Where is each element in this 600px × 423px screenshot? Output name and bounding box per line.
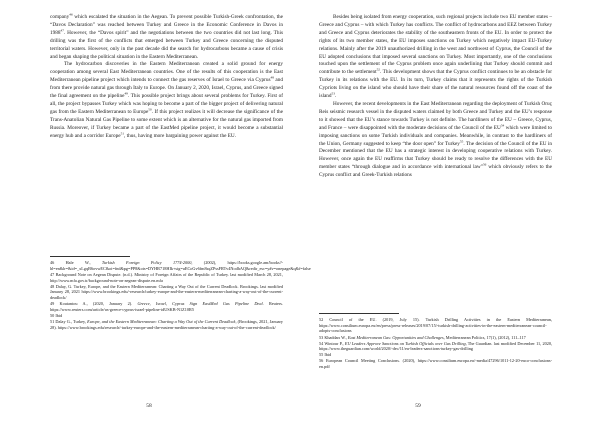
footnote-marker: 52 [376, 67, 380, 72]
text-run: 56 European Council Meeting Conclusions. (2020), https://www.consilium.europa.eu/-media/47296/1011-12-20-euco-conclusions-en.pdf [319, 358, 552, 370]
footnote-marker: 49 [124, 91, 128, 96]
right-body-text [319, 14, 552, 180]
left-footnote-rule [50, 256, 130, 257]
body-paragraph [50, 14, 283, 61]
body-paragraph [319, 101, 552, 180]
left-body-text [50, 14, 283, 141]
footnote [319, 358, 552, 369]
footnote [50, 313, 283, 319]
text-run: . This development shows that the Cyprus conflict continues to be an obstacle for Turkey in its relations with the EU. In its turn, Turkey claims that it represents the rights of the Turkish Cypriots living on the island who should have their share of the natural resources found off the coast of the island [319, 69, 552, 100]
body-paragraph [319, 14, 552, 101]
text-run: which escalated the situation in the Aegean. To prevent possible Turkish-Greek confrontation, the “Davos Declaration” was reached between Turkey and Greece in the Economic Conference in Davos in 1988 [50, 14, 283, 36]
text-run: company [50, 14, 70, 20]
right-footnotes [319, 317, 552, 370]
text-run: 55 Ibid [319, 352, 332, 358]
text-run: and from there provide natural gas through Italy to Europe. On January 2, 2020, Israel, Cyprus, and Greece signed the final agreement on the pipeline [50, 77, 283, 100]
right-page [300, 0, 600, 423]
footnote-marker: 56 [482, 162, 487, 167]
footnote [319, 341, 552, 352]
italic-text: Greece, Israel, Cyprus Sign EastMed Gas Pipeline Deal [137, 301, 263, 307]
footnote [319, 352, 552, 358]
text-run: 47 Background Note on Aegean Dispute. (n.d.). Ministry of Foreign Affairs of the Republic of Turkey. last modified March 28, 2021, http://www.mfa.gov.tr/background-note-on-aegean-dispute.en.mfa [50, 271, 283, 283]
text-run: 53 Khaddarı W., [319, 334, 348, 340]
text-run: However, the recent developments in the East Mediterranean regarding the deployment of Turkish Oruç Reis seismic research vessel in the disputed waters claimed by both Greece and Turkey and the EU’s response to it showed that the EU’s stance towards Turkey is not definite. The hardliners of the EU – Greece, Cyprus, and France – were disappointed with the moderate decisions of the Council of the EU [319, 100, 552, 131]
footnote-marker: 50 [148, 107, 152, 112]
text-run: Besides being isolated from energy cooperation, such regional projects include two EU member states – Greece and Cyprus – with which Turkey has conflicts. The conflict of hydrocarbons and EEZ between Turkey and Greece and Cyprus deteriorates the stability of the southeastern fronts of the EU. In order to protect the rights of its two member states, the EU imposes sanctions on Turkey which negatively impact EU-Turkey relations. Mainly after the 2019 unauthorized drilling in the west and northwest of Cyprus, the Council of the EU adopted conclusions that imposed several sanctions on Turkey. Most importantly, one of the conclusions touched upon the settlement of the Cyprus problem once again underlining that Turkey should commit and contribute to the settlement [319, 14, 552, 76]
italic-text: Turkish Foreign Policy 1774-2000 [101, 260, 192, 265]
text-run: 46 Hale W., [50, 260, 102, 265]
footnote [319, 335, 552, 341]
footnote [50, 319, 283, 330]
italic-text: Europe, and the Eastern Mediterranean: Charting a Way Out of the Current Deadlock [87, 318, 236, 324]
text-run: 49 Koutantou A., (2020, January 2). [50, 301, 138, 307]
text-run: 48 Dalay, G. Turkey, Europe, and the Eastern Mediterranean: Charting a Way Out of the Current Deadlock. Brookings. last modified January 28, 2021 https://www.brookings.edu/-research/turkey-europe-and-the-eastern-mediterranean-charting-a-way-out-of-the-current-deadlock/ [50, 283, 283, 300]
text-run: , thus, having more bargaining power against the EU. [124, 132, 237, 139]
footnote [50, 284, 283, 301]
text-run: 51 Dalay G., Turkey, [50, 318, 88, 324]
text-run: . However, the “Davos spirit” and the negotiations between the two countries did not last long. This drilling was the first of the conflicts that emerged between Turkey and Greece concerning the disputed territorial waters. However, only in the past decade did the search for hydrocarbons became a cause of crisis and began shaping the political situation in the Eastern Mediterranean. [50, 29, 283, 60]
left-page-number: 58 [146, 403, 152, 409]
text-run: . The decision of the Council of the EU in December mentioned that the EU has a strategic interest in developing cooperative relations with Turkey. However, once again the EU reaffirms that Turkey should be ready to resolve the differences with the EU member states “through dialogue and in accordance with international law” [319, 140, 552, 171]
footnote-marker: 46 [69, 12, 73, 17]
text-run: . This possible project brings about several problems for Turkey. First of all, the project bypasses Turkey which was hoping to become a part of the bigger project of delivering natural gas from the Eastern Mediterranean to Europe [50, 93, 283, 115]
text-run: , Mediterranean Politics, 17(1), (2012), 111–117 [443, 334, 526, 340]
footnote-marker: 48 [270, 75, 274, 80]
text-run: . If this project realizes it will decrease the significance of the Trans-Anatolian Natural Gas Pipeline to some extent which is an alternative for the natural gas imported from Russia. Moreover, if Turkey became a part of the EastMed pipeline project, it would become a substantial energy hub and a corridor Europe [50, 108, 283, 139]
right-page-number: 59 [415, 403, 421, 409]
footnote [50, 301, 283, 312]
footnote-marker: 55 [459, 138, 464, 143]
text-run: 54 Wintour P., [319, 340, 345, 346]
body-paragraph [50, 61, 283, 140]
text-run: , (Brookings, 2021, January 28). https://www.brookings.edu/research/-turkey-europe-and-the-eastern-mediterranean-charting-a-way-out-of-the-current-deadlock/ [50, 318, 283, 330]
text-run: . [334, 93, 337, 100]
text-run: 52 Council of the EU. (2019, July 15). Turkish Drilling Activities in the Eastern Mediterranean, https://www.consilium.europa.eu/en/press/press-releases/2019/07/15/-turkish-drilling-activities-in-the-eastern-mediterranean-council-adopts-conclusions [319, 317, 552, 334]
footnote-marker: 54 [500, 122, 505, 127]
footnote-marker: 53 [331, 91, 335, 96]
text-run: , The Guardian. last modified December 11, 2020, https://www.theguardian.com/world/2020/-dec/11/eu-leaders-sanctions-turkey-gas-drilling [319, 340, 553, 352]
text-run: 50 Ibid [50, 312, 63, 318]
text-run: which were limited to imposing sanctions on some Turkish individuals and companies. Meanwhile, in contrast to the hardliners of the Union, Germany suggested to keep “the door open” for Turkey [319, 124, 552, 147]
italic-text: EU Leaders Approve Sanctions on Turkish Officials over Gas Drilling [344, 340, 466, 346]
footnote-marker: 47 [60, 28, 64, 33]
left-footnotes [50, 260, 311, 331]
footnote [50, 272, 283, 283]
text-run: , (2002), https://books.google.am/books?-hl=en&lr=&id=_xLgqB6ovwEC&oi=fnd&pg=PP8&ots=DYHR718HIk+sig=uECoGv6fm8sqZPssFRTv4NodhAQ&redir_esc=y#v=onepage&q&f=false [50, 260, 311, 271]
footnote [50, 260, 311, 271]
text-run: The hydrocarbon discoveries in the Eastern Mediterranean created a solid ground for energy cooperation among several East Mediterranean countries. One of the results of this cooperation is the East Mediterranean pipeline project which intends to connect the gas reserves of Israel to Greece via Cyprus [50, 61, 283, 84]
footnote [319, 317, 552, 334]
right-footnote-rule [319, 313, 399, 314]
text-run: . Reuters. https://www.reuters.com/article/us-greece-cyprus-israel-pipeline-idUSKB-N1Z10R5 [50, 301, 284, 312]
text-run: which obviously refers to the Cyprus conflict and Greek-Turkish relations [319, 164, 552, 179]
italic-text: East Mediterranean Gas: Opportunities and Challenges [347, 334, 444, 340]
footnote-marker: 51 [120, 130, 124, 135]
